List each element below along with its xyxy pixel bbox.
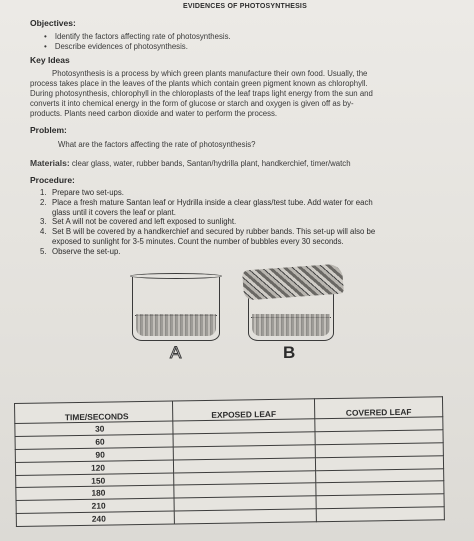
procedure-step [40,188,460,198]
procedure-step [40,198,460,218]
handkerchief-cover [242,263,344,300]
step-line: Prepare two set-ups. [52,188,124,197]
setup-a-label: A [170,342,182,362]
step-number: 2. [40,197,47,207]
step-line: exposed to sunlight for 3-5 minutes. Count the number of bubbles every 30 seconds. [52,236,344,246]
step-number: 3. [40,217,47,227]
exposed-cell[interactable] [174,509,316,524]
time-cell: 60 [15,434,173,449]
objective-item: • Describe evidences of photosynthesis. [44,42,460,52]
step-line: Observe the set-up. [52,246,121,256]
step-number: 1. [40,188,47,197]
materials-line [30,158,460,169]
key-ideas-line: During photosynthesis, chlorophyll in the chloroplasts of the leaf traps light energy from the sun and [30,89,373,98]
step-number: 4. [40,227,47,237]
time-cell: 240 [16,511,174,526]
covered-cell[interactable] [316,507,444,522]
step-line: Set A will not be covered and left exposed to sunlight. [52,217,237,227]
setup-figure [30,259,460,362]
page-title: EVIDENCES OF PHOTOSYNTHESIS [183,3,307,10]
step-text [52,188,124,198]
step-text [52,227,375,247]
beaker-a [132,277,220,341]
objective-item: • Identify the factors affecting rate of photosynthesis. [44,32,460,42]
time-cell: 30 [15,421,173,436]
time-cell: 150 [16,473,174,488]
key-ideas-line: converts it into chemical energy in the form of glucose or starch and oxygen is given off as by- [30,99,354,108]
beaker-a-rim [130,273,222,279]
materials-heading: Materials: [30,158,70,168]
step-text [52,198,373,218]
problem-heading: Problem: [30,125,67,135]
procedure-step [40,217,460,227]
time-cell: 90 [15,447,173,462]
procedure-steps [40,188,460,257]
objectives-heading: Objectives: [30,18,76,28]
step-line: Place a fresh mature Santan leaf or Hydrilla inside a clear glass/test tube. Add water for each [52,197,373,207]
beaker-b [248,281,334,341]
procedure-step [40,247,460,257]
col-header-covered: COVERED LEAF [314,397,442,419]
key-ideas-paragraph [30,69,460,119]
objectives-list [44,32,460,51]
key-ideas-line: products. Plants need carbon dioxide and water to perform the process. [30,109,278,118]
time-cell: 180 [16,485,174,500]
key-ideas-line: process takes place in the leaves of the plants which contain green pigment known as chlorophyll. [30,79,368,88]
col-header-time: TIME/SECONDS [15,401,173,423]
step-number: 5. [40,246,47,256]
time-cell: 120 [15,460,173,475]
problem-question: What are the factors affecting the rate of photosynthesis? [58,140,256,149]
time-cell: 210 [16,498,174,513]
procedure-step [40,227,460,247]
setup-b-label: B [283,342,296,362]
beaker-b-plant [252,314,330,336]
key-ideas-heading: Key Ideas [30,55,70,65]
observation-table [14,396,445,527]
step-line: Set B will be covered by a handkerchief and secured by rubber bands. This set-up will also be [52,227,376,237]
col-header-exposed: EXPOSED LEAF [172,399,314,421]
step-text [52,247,120,257]
step-text [52,217,236,227]
materials-text: clear glass, water, rubber bands, Santan/hydrilla plant, handkerchief, timer/watch [71,159,351,168]
step-line: glass until it covers the leaf or plant. [52,207,176,217]
beaker-a-plant [136,314,216,336]
key-ideas-line: Photosynthesis is a process by which green plants manufacture their own food. Usually, the [52,69,368,78]
procedure-heading: Procedure: [30,175,75,185]
